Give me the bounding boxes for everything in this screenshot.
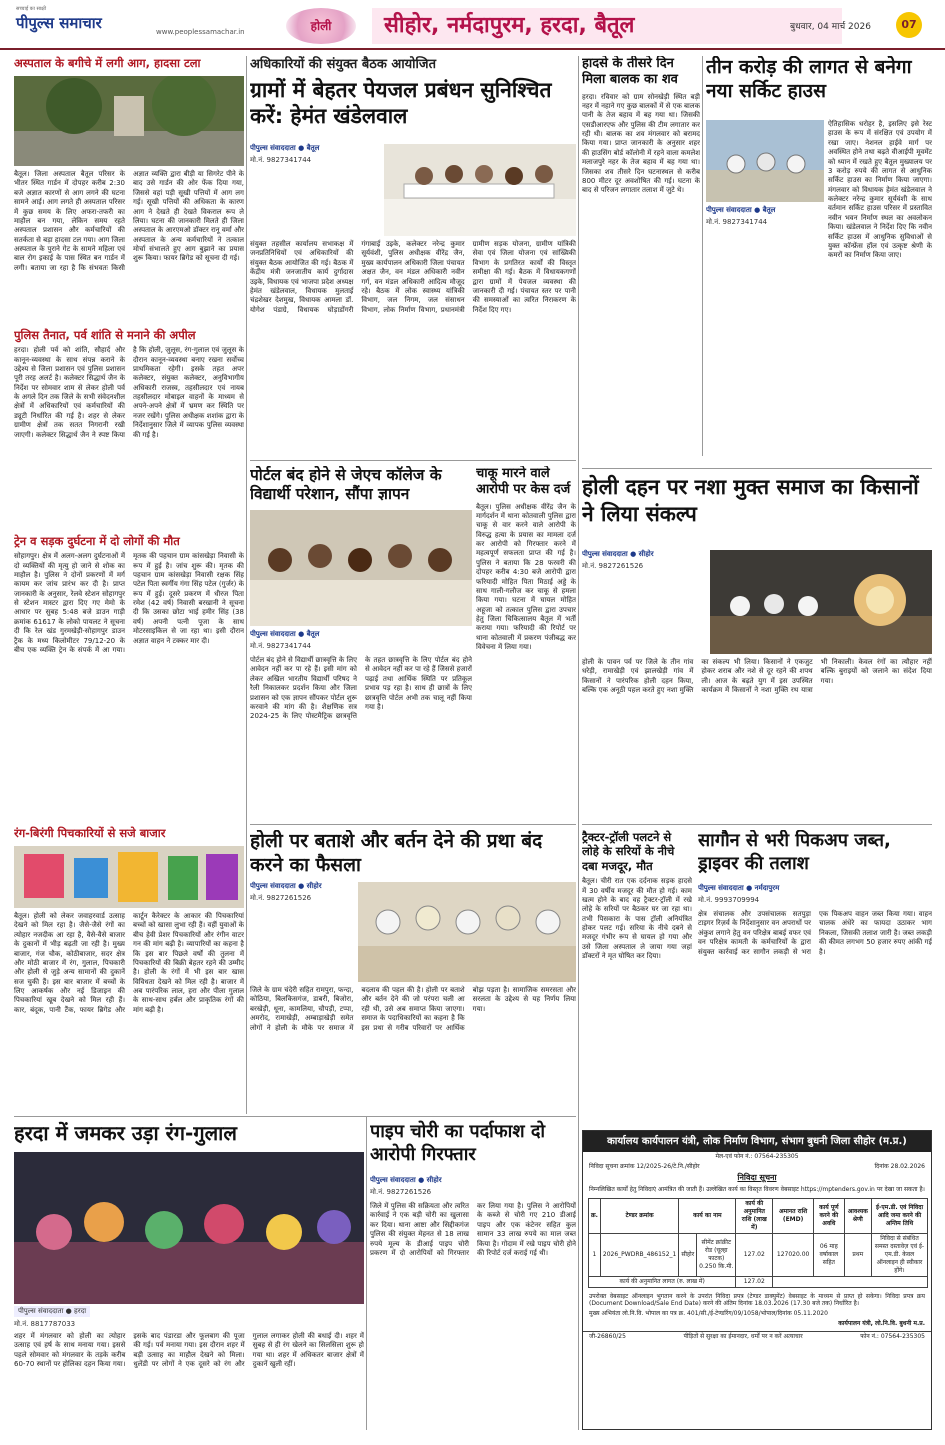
column-divider bbox=[702, 56, 703, 456]
col-header: अमानत राशि (EMD) bbox=[773, 1199, 814, 1234]
article-body: बैतूल। चीरी रात एक दर्दनाक सड़क हादसे में 30 वर्षीय मजदूर की मौत हो गई। काम खत्म होने के बाद वह ट्रैक्टर-ट्रॉली में रखे लोहे के सरियों पर बैठकर घर जा रहा था। तभी पिसकारा के पास ट्रॉली अनियंत्रित होकर पलट गई। सरिया के नीचे दबने से मजदूर गंभीर रूप से घायल हो गया और उसे जिला अस्पताल ले जाया गया जहां डॉक्टरों ने मृत घोषित कर दिया। bbox=[582, 877, 692, 961]
headline: रंग-बिरंगी पिचकारियों से सजे बाजार bbox=[14, 826, 166, 840]
students-photo bbox=[250, 510, 472, 626]
tender-row bbox=[589, 1234, 928, 1277]
tender-table bbox=[588, 1198, 928, 1287]
mobile-number: मो.नं. 9827341744 bbox=[250, 642, 312, 650]
tender-bottom-row bbox=[583, 1331, 931, 1342]
headline: सागौन से भरी पिकअप जब्त, ड्राइवर की तलाश bbox=[698, 830, 891, 874]
byline: पीपुल्स संवाददाता ● नर्मदापुरम bbox=[698, 884, 780, 892]
article-bataashe bbox=[250, 830, 576, 1106]
mobile-number: मो.नं. 9827341744 bbox=[250, 156, 312, 164]
col-header: ई-एम.डी. एवं निविदा आदि जमा करने की अन्तिम तिथि bbox=[872, 1199, 928, 1234]
article-pipe-theft bbox=[370, 1120, 576, 1432]
masthead bbox=[0, 0, 945, 50]
headline: अस्पताल के बगीचे में लगी आग, हादसा टला bbox=[14, 56, 201, 70]
headline: ग्रामों में बेहतर पेयजल प्रबंधन सुनिश्चित करें: हेमंत खंडेलवाल bbox=[250, 78, 552, 129]
cell: सीहोर bbox=[679, 1234, 697, 1277]
article-body: जिले के ग्राम चंदेरी सहित रामपुरा, फन्दा, कोठिया, बिलकिसगंज, डाबरी, बिजोरा, बरखेड़ी, धूना, कामलिया, चौपड़ी, टप्पा, अमरोद, रामाखेड़ी, अम्बाड़ाखेड़ी समेत लोगों ने होली के मौके पर समाज में बदलाव की पहल की है। होली पर बताशे और बर्तन देने की जो परंपरा चली आ रही थी, उसे अब समाप्त किया जाएगा। समाज के पदाधिकारियों का कहना है कि इस प्रथा से गरीब परिवारों पर आर्थिक बोझ पड़ता है। सामाजिक समरसता और सरलता के उद्देश्य से यह निर्णय लिया गया। bbox=[250, 986, 576, 1032]
article-circuit-house bbox=[706, 56, 932, 466]
headline: ट्रैक्टर-ट्रॉली पलटने से लोहे के सरियों के नीचे दबा मजदूर, मौत bbox=[582, 830, 675, 873]
headline: हादसे के तीसरे दिन मिला बालक का शव bbox=[582, 56, 678, 88]
page-number: 07 bbox=[896, 12, 922, 38]
column-divider bbox=[366, 1116, 367, 1430]
tender-slogan: पीड़ितों से सुरक्षा का ईमानदार, धर्मों पर न करें अत्याचार bbox=[683, 1333, 803, 1341]
tender-total-row bbox=[589, 1276, 928, 1287]
article-harda-holi bbox=[14, 1120, 364, 1432]
cell: सीमेंट क्रांक्रीट रोड (चूल्हा फाटक) 0.250 कि.मी. bbox=[697, 1234, 736, 1277]
cell: 2026_PWDRB_486152_1 bbox=[600, 1234, 678, 1277]
total-label: कार्य की अनुमानित लागत (रु. लाख में) bbox=[589, 1276, 736, 1287]
headline: होली पर बताशे और बर्तन देने की प्रथा बंद करने का फैसला bbox=[250, 830, 543, 876]
cell: निविदा से संबंधित समस्त दस्तावेज़ एवं ई-एम.डी. केवल ऑनलाइन ही स्वीकार होंगे। bbox=[872, 1234, 928, 1277]
article-body: हरदा। रविवार को ग्राम सोनखेड़ी स्थित बड़ी नहर में नहाने गए कुछ बालकों में से एक बालक पानी के तेज बहाव में बह गया था। जिसकी एसडीआरएफ और पुलिस की टीम लगातार कर रही थी। बालक का शव मंगलवार को बरामद किया गया। प्राप्त जानकारी के अनुसार शहर की हाउसिंग बोर्ड कॉलोनी में रहने वाला कमलेश मलाजपुरे नहर के तेज बहाव में बह गया था। जिसका शव तीसरे दिन घटनास्थल से करीब 800 मीटर दूर अवशोषित की गई। घटना के बाद से परिजन लगातार तलाश में जुटे थे। bbox=[582, 92, 700, 195]
total-value: 127.02 bbox=[736, 1276, 773, 1287]
col-header: कार्य की अनुमानित राशि (लाख में) bbox=[736, 1199, 773, 1234]
cell: 1 bbox=[589, 1234, 601, 1277]
article-sagaun bbox=[698, 830, 932, 1126]
column-divider bbox=[578, 56, 579, 1430]
headline: पाइप चोरी का पर्दाफाश दो आरोपी गिरफ्तार bbox=[370, 1121, 546, 1166]
col-header: क्र. bbox=[589, 1199, 601, 1234]
mobile-number: मो.नं. 8817787033 bbox=[14, 1320, 76, 1328]
article-body: संयुक्त तहसील कार्यालय सभाकक्ष में जनप्रतिनिधियों एवं अधिकारियों की संयुक्त बैठक आयोजित की गई। बैठक में केंद्रीय मंत्री जनजातीय कार्य दुर्गादास उइके, विधायक एवं भाजपा प्रदेश अध्यक्ष हेमंत खंडेलवाल, विधायक मुलताई चंद्रशेखर देशमुख, विधायक आमला डॉ. योगेश पंडाग्रे, विधायक घोड़ाडोंगरी गंगाबाई उइके, कलेक्टर नरेन्द्र कुमार सूर्यवंशी, पुलिस अधीक्षक वीरेंद्र जैन, मुख्य कार्यपालन अधिकारी जिला पंचायत अक्षत जैन, वन मंडल अधिकारी नवीन गर्ग, वन मंडल अधिकारी आदित्य मौजूद रहे। बैठक में लोक स्वास्थ्य यांत्रिकी विभाग, जल निगम, जल संसाधन विभाग, लोक निर्माण विभाग, प्रधानमंत्री ग्रामीण सड़क योजना, ग्रामीण यांत्रिकी सेवा एवं जिला योजना एवं सांख्यिकी विभाग के प्रगतिरत कार्यों की विस्तृत समीक्षा की गई। बैठक में विधायकगणों द्वारा ग्रामों में पेयजल व्यवस्था की जानकारी दी गई। पंचायत स्तर पर पानी की समस्याओं का त्वरित निराकरण के निर्देश दिए गए। bbox=[250, 240, 576, 314]
mobile-number: मो.नं. 9827261526 bbox=[370, 1188, 432, 1196]
tender-sign-phone: फोन नं.: 07564-235305 bbox=[860, 1333, 925, 1341]
row-divider bbox=[14, 1116, 576, 1117]
tender-ref-date: दिनांक 28.02.2026 bbox=[874, 1163, 925, 1171]
holi-celebration-photo bbox=[14, 1152, 364, 1304]
tender-signature: कार्यपालन यंत्री, लो.नि.वि. बुधनी म.प्र. bbox=[838, 1320, 925, 1328]
tender-notice bbox=[582, 1130, 932, 1430]
col-header: टेण्डर क्रमांक bbox=[600, 1199, 678, 1234]
article-jh-college bbox=[250, 466, 472, 806]
fire-photo bbox=[14, 76, 244, 166]
cell: 127.02 bbox=[736, 1234, 773, 1277]
tender-title: कार्यालय कार्यपालन यंत्री, लोक निर्माण विभाग, संभाग बुधनी जिला सीहोर (म.प्र.) bbox=[583, 1131, 931, 1152]
article-bazaar bbox=[14, 826, 244, 1116]
article-body: हरदा। होली पर्व को शांति, सौहार्द और कानून-व्यवस्था के साथ संपन्न कराने के उद्देश्य से जिला प्रशासन एवं पुलिस प्रशासन पूरी तरह अलर्ट है। कलेक्टर सिद्धार्थ जैन के निर्देश पर सोमवार शाम से लेकर होली पर्व के अगले दिन तक जिले के सभी संवेदनशील क्षेत्रों में अधिकारियों एवं कर्मचारियों की ड्यूटी निर्धारित की गई है। शहर से लेकर ग्रामीण क्षेत्रों तक सतत निगरानी रखी जाएगी। कलेक्टर सिद्धार्थ जैन ने स्पष्ट किया है कि होली, जुलूस, रंग-गुलाल एवं जुलूस के दौरान कानून-व्यवस्था बनाए रखना सर्वोच्च प्राथमिकता रहेगी। इसके तहत अपर कलेक्टर, संयुक्त कलेक्टर, अनुविभागीय अधिकारी राजस्व, तहसीलदार एवं नायब तहसीलदार मोबाइल वाहनों के माध्यम से अपने-अपने क्षेत्रों में भ्रमण कर स्थिति पर नजर रखेंगे। पुलिस अधीक्षक शशांक द्वारा के निर्देशानुसार जिले में व्यापक पुलिस व्यवस्था की गई है। bbox=[14, 346, 244, 439]
photo-caption: पीपुल्स संवाददाता ● हरदा bbox=[14, 1306, 90, 1317]
community-meeting-photo bbox=[358, 882, 576, 982]
article-nasha-mukt bbox=[582, 474, 932, 804]
tender-footer: उपरोक्त वेबसाइट ऑनलाइन भुगतान करने के उपरांत निविदा प्रपत्र (टेण्डर डाक्युमेंट) वेबसाइट के माध्यम से प्राप्त हो सकेगा। निविदा प्रपत्र क्रय (Document Download/Sale End Date) करने की अंतिम दिनांक 18.03.2026 (17.30 बजे तक) निर्धारित है। bbox=[589, 1292, 925, 1308]
byline: पीपुल्स संवाददाता ● बैतूल bbox=[250, 144, 320, 152]
article-body: क्षेत्र संचालक और उपसंचालक सतपुड़ा टाइगर रिज़र्व के निर्देशानुसार वन अपराधों पर अंकुश लगाने हेतु वन परिक्षेत्र बाबई वफर एवं वन परिक्षेत्र कामती के कर्मचारियों के द्वारा संयुक्त कार्रवाई कर सागौन लकड़ी से भरा एक पिकअप वाहन जब्त किया गया। वाहन चालक अंधेरे का फायदा उठाकर भाग निकला, जिसकी तलाश जारी है। जब्त लकड़ी की कीमत लगभग 50 हजार रुपए आंकी गई है। bbox=[698, 910, 932, 956]
headline: ट्रेन व सड़क दुर्घटना में दो लोगों की मौत bbox=[14, 534, 180, 548]
headline: होली दहन पर नशा मुक्त समाज का किसानों ने लिया संकल्प bbox=[582, 475, 919, 527]
kicker: अधिकारियों की संयुक्त बैठक आयोजित bbox=[250, 57, 436, 72]
article-body: बैतूल। पुलिस अधीक्षक वीरेंद्र जैन के मार्गदर्शन में थाना कोतवाली पुलिस द्वारा चाकू से वार करने वाले आरोपी के विरुद्ध हत्या के प्रयास का मामला दर्ज कर आरोपी को गिरफ्तार करने में महत्वपूर्ण सफलता प्राप्त की गई है। पुलिस ने बताया कि 28 फरवरी की दोपहर करीब 4:30 बजे आरोपी द्वारा फरियादी मोहित पिता मिठाई अड्डे के साथ गाली-गलौज कर चाकू से हमला किया गया। घटना में घायल मोहित अहूजा को तत्काल पुलिस द्वारा उपचार हेतु जिला चिकित्सालय बैतूल में भर्ती कराया गया। फरियादी की रिपोर्ट पर थाना कोतवाली में प्रकरण पंजीबद्ध कर विवेचना में लिया गया। bbox=[476, 502, 576, 652]
article-body: होली के पावन पर्व पर जिले के तीन गांव धरेड़ी, रामाखेड़ी एवं झालखेड़ी गांव में किसानों ने पारंपरिक होली दहन किया, बल्कि एक अनूठी पहल करते हुए नशा मुक्ति का संकल्प भी लिया। किसानों ने एकजुट होकर शराब और नशे से दूर रहने की शपथ ली। आज के बढ़ते युग में इस उपस्थित कार्यक्रम में किसानों ने नशा मुक्ति रथ यात्रा भी निकाली। केवल रंगों का त्यौहार नहीं बल्कि बुराइयों को जलाने का संदेश दिया गया। bbox=[582, 658, 932, 695]
tender-ref: निविदा सूचना क्रमांक 12/2025-26/टे.नि./सीहोर bbox=[589, 1163, 700, 1171]
row-divider bbox=[582, 824, 932, 825]
column-divider bbox=[246, 56, 247, 1114]
article-child bbox=[582, 56, 700, 456]
col-header: आवश्यक श्रेणी bbox=[844, 1199, 871, 1234]
article-body: शहर में मंगलवार को होली का त्योहार उत्साह एवं हर्ष के साथ मनाया गया। इससे पहले सोमवार को मंगलवार के तड़के करीब 60-70 स्थानों पर होलिका दहन किया गया। इसके बाद पंडारडा और फूलबाग की पूजा की गई। पर्व मनाया गया। इस दौरान शहर में बड़ी उत्साह का माहौल देखने को मिला। धुलेंडी पर लोगों ने एक दूसरे को रंग और गुलाल लगाकर होली की बधाई दी। शहर में सुबह से ही रंग खेलने का सिलसिला शुरू हो गया था। शहर में अधिकतर बाजार क्षेत्रों में दुकानें खुली रहीं। bbox=[14, 1332, 364, 1369]
article-body: जिले में पुलिस की सक्रियता और त्वरित कार्रवाई ने एक बड़ी चोरी का खुलासा कर दिया। थाना आष्टा और सिद्दीकगंज पुलिस की संयुक्त मेहनत से 18 लाख रुपये मूल्य के डीआई पाइप चोरी प्रकरण में दो आरोपियों को गिरफ्तार कर लिया गया है। पुलिस ने आरोपियों के कब्जे से चोरी गए 210 डीआई पाइप और एक कंटेनर सहित कुल सामान 33 लाख रुपये का माल जब्त किया है। गोदाम में रखे पाइप चोरी होने की रिपोर्ट दर्ज कराई गई थी। bbox=[370, 1202, 576, 1257]
article-knife bbox=[476, 466, 576, 818]
headline: तीन करोड़ की लागत से बनेगा नया सर्किट हाउस bbox=[706, 56, 912, 102]
site-visit-photo bbox=[706, 120, 824, 202]
article-accident bbox=[14, 534, 244, 820]
article-body: बैतूल। जिला अस्पताल बैतूल परिसर के भीतर स्थित गार्डन में दोपहर करीब 2:30 बजे अज्ञात कारणों से आग लगने की घटना सामने आई। आग लगते ही अस्पताल परिसर में कुछ समय के लिए अफरा-तफरी का माहौल बन गया, लेकिन समय रहते अस्पताल प्रशासन और कर्मचारियों की सतर्कता से बड़ा हादसा टल गया। आग जिला अस्पताल के पुराने गेट के सामने महिला एवं बाल रोग इकाई के पास स्थित बन गार्डन में लगी। बताया जा रहा है कि संभवतः किसी अज्ञात व्यक्ति द्वारा बीड़ी या सिगरेट पीने के बाद उसे गार्डन की ओर फेंक दिया गया, जिससे वहां पड़ी सूखी पत्तियों में आग लग गई। सूखी पत्तियों की अधिकता के कारण आग ने देखते ही देखते विकराल रूप ले लिया। घटना की जानकारी मिलते ही जिला अस्पताल के आरएमओ डॉक्टर रानू वर्मा और अस्पताल के अन्य कर्मचारियों ने तत्काल मोर्चा संभालते हुए आग बुझाने का प्रयास शुरू किया। फायर ब्रिगेड को सूचना दी गई। bbox=[14, 170, 244, 272]
article-body: बैतूल। होली को लेकर जवाहरवार्ड उत्साह देखने को मिल रहा है। जैसे-जैसे रंगों का त्योहार नजदीक आ रहा है, वैसे-वैसे बाजार के दुकानों में भीड़ बढ़ती जा रही है। मुख्य बाजार, गंज चौक, कोठीबाजार, सदर क्षेत्र और मोठी बाजार में रंग, गुलाल, पिचकारी और होली से जुड़े अन्य सामानों की दुकानें सज चुकी हैं। इस बार बाजार में बच्चों के लिए आकर्षक और नई डिजाइन की पिचकारियां खूब देखने को मिल रही हैं। कार, बंदूक, पानी टैंक, फायर ब्रिगेड और कार्टून कैरेक्टर के आकार की पिचकारियां बच्चों को खासा लुभा रही हैं। वहीं युवाओं के बीच हेवी प्रेशर पिचकारियों और रंगीन वाटर गन की मांग बढ़ी है। व्यापारियों का कहना है कि इस बार पिछले वर्षों की तुलना में पिचकारियों की बिक्री बेहतर रहने की उम्मीद है। होली के रंगों में भी इस बार खास विविधता देखने को मिल रही है। बाजार में अब पारंपरिक लाल, हरा और पीला गुलाल के साथ-साथ हर्बल और प्राकृतिक रंगों की मांग बढ़ी है। bbox=[14, 912, 244, 1014]
col-header: कार्य का नाम bbox=[679, 1199, 736, 1234]
region-banner: सीहोर, नर्मदापुरम, हरदा, बैतूल bbox=[372, 8, 842, 44]
tender-intro: निम्नलिखित कार्यों हेतु निविदाएं आमंत्रित की जाती हैं। उल्लेखित कार्य का विस्तृत विवरण वेबसाइट https://mptenders.gov.in पर देखा जा सकता है। bbox=[589, 1185, 925, 1193]
row-divider bbox=[582, 468, 932, 469]
headline: चाकू मारने वाले आरोपी पर केस दर्ज bbox=[476, 466, 571, 498]
edition-date: बुधवार, 04 मार्च 2026 bbox=[790, 22, 871, 32]
meeting-photo bbox=[384, 144, 576, 236]
tender-ref-row bbox=[583, 1162, 931, 1172]
article-tractor bbox=[582, 830, 692, 1126]
headline: पुलिस तैनात, पर्व शांति से मनाने की अपील bbox=[14, 328, 196, 342]
brand-logo: पीपुल्स समाचार bbox=[16, 14, 102, 32]
mobile-number: मो.नं. 9827341744 bbox=[706, 218, 768, 226]
tender-footer-ref: मुख्य अभियंता लो.नि.वि. भोपाल का पत्र क्र. 401/सी./ई-टेण्डरिंग/09/1058/भोपाल/दिनांक 05.11.2020 bbox=[589, 1310, 828, 1318]
holika-dahan-photo bbox=[710, 550, 932, 654]
byline: पीपुल्स संवाददाता ● सीहोर bbox=[582, 550, 654, 558]
col-header: कार्य पूर्ण करने की अवधि bbox=[814, 1199, 845, 1234]
article-body: पोर्टल बंद होने से विद्यार्थी छात्रवृत्ति के लिए आवेदन नहीं कर पा रहे हैं। इसी मांग को लेकर अखिल भारतीय विद्यार्थी परिषद ने रैली निकालकर प्रदर्शन किया और जिला प्रशासन को एक ज्ञापन सौंपकर पोर्टल शुरू करवाने की मांग की है। शैक्षणिक सत्र 2024-25 के लिए पोस्टमैट्रिक छात्रवृत्ति के तहत छात्रवृत्ति के लिए पोर्टल बंद होने से आवेदन नहीं कर पा रहे हैं जिससे हजारों पढ़ाई तथा आर्थिक स्थिति पर प्रतिकूल प्रभाव पड़ रहा है। साथ ही छात्रों के लिए छात्रवृत्ति पोर्टल अभी तक चालू नहीं किया गया है। bbox=[250, 656, 472, 721]
tender-notice-heading: निविदा सूचना bbox=[737, 1173, 777, 1182]
byline: पीपुल्स संवाददाता ● बैतूल bbox=[250, 630, 320, 638]
tender-code: जी-26860/25 bbox=[589, 1333, 626, 1341]
tender-phone: मेल-एवं फोन नं.: 07564-235305 bbox=[715, 1153, 799, 1161]
article-fire bbox=[14, 56, 244, 324]
cell: 06 माह वर्षाकाल सहित bbox=[814, 1234, 845, 1277]
tagline: सच्चाई का साक्षी bbox=[16, 6, 47, 12]
row-divider bbox=[250, 824, 576, 825]
article-police bbox=[14, 328, 244, 528]
mobile-number: मो.नं. 9827261526 bbox=[582, 562, 644, 570]
headline: हरदा में जमकर उड़ा रंग-गुलाल bbox=[14, 1121, 237, 1145]
website-link[interactable]: www.peoplessamachar.in bbox=[156, 28, 245, 36]
holi-emblem: होली bbox=[286, 8, 356, 44]
mobile-number: मो.नं. 9993709994 bbox=[698, 896, 760, 904]
cell: 127020.00 bbox=[773, 1234, 814, 1277]
byline: पीपुल्स संवाददाता ● बैतूल bbox=[706, 206, 776, 214]
cell: प्रथम bbox=[844, 1234, 871, 1277]
headline: पोर्टल बंद होने से जेएच कॉलेज के विद्यार्थी परेशान, सौंपा ज्ञापन bbox=[250, 466, 442, 504]
bazaar-photo bbox=[14, 846, 244, 908]
mobile-number: मो.नं. 9827261526 bbox=[250, 894, 312, 902]
byline: पीपुल्स संवाददाता ● सीहोर bbox=[370, 1176, 442, 1184]
article-meeting bbox=[250, 56, 576, 436]
tender-header-row bbox=[589, 1199, 928, 1234]
article-body: सोहागपुर। क्षेत्र में अलग-अलग दुर्घटनाओं में दो व्यक्तियों की मृत्यु हो जाने से शोक का माहौल है। पुलिस ने दोनों प्रकरणों में मर्ग कायम कर जांच प्रारंभ कर दी है। प्राप्त जानकारी के अनुसार, रेलवे स्टेशन सोहागपुर से स्टेशन मास्टर द्वारा दिए गए मेमो के आधार पर सुबह 5:48 बजे डाउन गाड़ी क्रमांक 61617 के लोको पायलट ने सूचना दी कि रेल खंड गुरमखेड़ी-सोहागपुर डाउन ट्रैक के मध्य किलोमीटर 79/12-20 के बीच एक व्यक्ति ट्रेन के संपर्क में आ गया। मृतक की पहचान ग्राम कांसखेड़ा निवासी के रूप में हुई है। जांच शुरू की। मृतक की पहचान ग्राम कांसखेड़ा निवासी रक्षक सिंह पटेल पिता स्वर्गीय गंगा सिंह पटेल (गुर्जर) के रूप में हुई। दूसरे प्रकरण में धीरज पिता रमेश (42 वर्ष) निवासी बरखानी ने सूचना दी कि उसका छोटा भाई हमीर सिंह (38 वर्ष) अपनी पत्नी पूजा के साथ मोटरसाइकिल से जा रहा था। इसी दौरान अज्ञात वाहन ने टक्कर मार दी। bbox=[14, 552, 244, 654]
row-divider bbox=[250, 460, 576, 461]
article-body: ऐतिहासिक धरोहर है, इसलिए इसे रेस्ट हाउस के रूप में संरक्षित एवं उपयोग में रखा जाए। नेशनल हाईवे मार्ग पर अवस्थित होने तथा बढ़ते वीआईपी मूवमेंट को ध्यान में रखते हुए बैतूल मुख्यालय पर 3 करोड़ रुपये की लागत से आधुनिक सर्किट हाउस का निर्माण किया जाएगा। मंगलवार को विधायक हेमंत खंडेलवाल ने कलेक्टर नरेन्द्र कुमार सूर्यवंशी के साथ वर्तमान सर्किट हाउस परिसर में प्रस्तावित नवीन भवन निर्माण स्थल का अवलोकन किया। खंडेलवाल ने निर्देश दिए कि नवीन सर्किट हाउस में आधुनिक सुविधाओं से युक्त कॉन्फ्रेंस हॉल एवं उत्कृष्ट श्रेणी के कमरों का निर्माण किया जाए। bbox=[828, 120, 932, 260]
byline: पीपुल्स संवाददाता ● सीहोर bbox=[250, 882, 322, 890]
